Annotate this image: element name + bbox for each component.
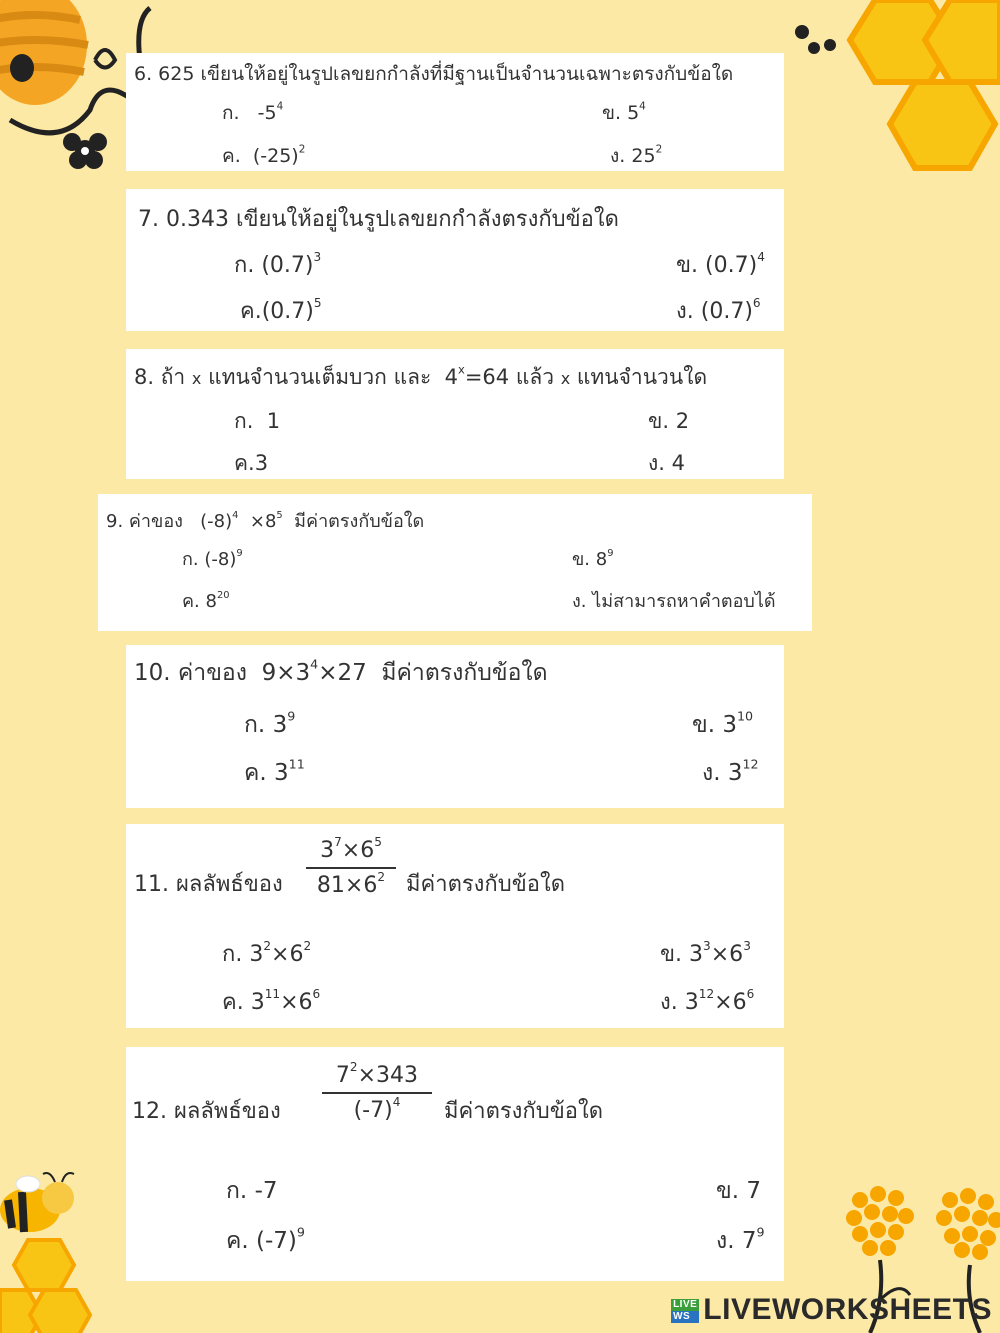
option-c[interactable]: ค. $(-7)^9$	[226, 1224, 305, 1254]
option-b[interactable]: ข. $8^9$	[572, 548, 614, 570]
question-text: 8. ถ้า x แทนจำนวนเต็มบวก และ $4^x=64$ แล้ว x แทนจำนวนใด	[134, 362, 708, 389]
question-card-9	[98, 494, 812, 631]
question-text: 6. 625 เขียนให้อยู่ในรูปเลขยกกำลังที่มีฐานเป็นจำนวนเฉพาะตรงกับข้อใด	[134, 63, 734, 85]
option-a[interactable]: ก. $-5^4$	[222, 100, 284, 124]
option-c[interactable]: ค$.(0.7)^5$	[240, 296, 322, 324]
option-a[interactable]: ก. $3^2\times 6^2$	[222, 939, 312, 967]
option-b[interactable]: ข. 2	[648, 409, 690, 433]
option-c[interactable]: ค. $8^{20}$	[182, 590, 230, 612]
option-b[interactable]: ข. 7	[716, 1178, 761, 1204]
fraction-denominator: $81\times 6^2$	[316, 870, 386, 898]
question-card-7	[126, 189, 784, 331]
fraction-numerator: $3^7\times 6^5$	[320, 835, 382, 863]
option-d[interactable]: ง. $3^{12}$	[702, 756, 759, 786]
question-card-11	[126, 824, 784, 1028]
question-text: 12. ผลลัพธ์ของ	[132, 1099, 281, 1124]
option-a[interactable]: ก. 1	[234, 409, 281, 433]
question-card-6	[126, 53, 784, 171]
option-b[interactable]: ข. $5^4$	[602, 100, 646, 124]
question-card-12	[126, 1047, 784, 1281]
fraction-bar	[322, 1092, 432, 1094]
question-text: 9. ค่าของ $(-8)^4 \times 8^5$ มีค่าตรงกับข้อใด	[106, 510, 425, 532]
option-d[interactable]: ง. $7^9$	[716, 1224, 765, 1254]
liveworksheets-logo[interactable]	[671, 1293, 992, 1327]
option-b[interactable]: ข. $3^3\times 6^3$	[660, 939, 751, 967]
question-suffix: มีค่าตรงกับข้อใด	[406, 872, 565, 897]
brand-text: LIVEWORKSHEETS	[703, 1293, 992, 1326]
question-text: 7. 0.343 เขียนให้อยู่ในรูปเลขยกกำลังตรงกับข้อใด	[138, 207, 619, 232]
option-b[interactable]: ข. $(0.7)^4$	[676, 250, 765, 278]
option-c[interactable]: ค.3	[234, 451, 269, 475]
question-text: 11. ผลลัพธ์ของ	[134, 872, 283, 897]
fraction	[322, 1060, 432, 1123]
option-d[interactable]: ง. ไม่สามารถหาคำตอบได้	[572, 591, 776, 612]
question-suffix: มีค่าตรงกับข้อใด	[444, 1099, 603, 1124]
fraction-bar	[306, 867, 396, 869]
fraction-numerator: $7^2\times 343$	[335, 1060, 419, 1088]
option-d[interactable]: ง. $(0.7)^6$	[676, 296, 761, 324]
option-a[interactable]: ก. $(-8)^9$	[182, 548, 243, 570]
bee-icon	[0, 1170, 120, 1333]
option-b[interactable]: ข. $3^{10}$	[692, 708, 754, 738]
option-a[interactable]: ก. $3^9$	[244, 708, 296, 738]
question-card-8	[126, 349, 784, 479]
option-c[interactable]: ค. $3^{11}$	[244, 756, 305, 786]
option-a[interactable]: ก. $(0.7)^3$	[234, 250, 322, 278]
option-d[interactable]: ง. $3^{12}\times 6^6$	[660, 987, 755, 1015]
option-c[interactable]: ค. $3^{11}\times 6^6$	[222, 987, 321, 1015]
option-a[interactable]: ก. -7	[226, 1178, 278, 1204]
option-d[interactable]: ง. $25^2$	[610, 143, 663, 167]
liveworksheets-badge-icon: LIVE WS	[673, 1299, 698, 1323]
question-text: 10. ค่าของ $9\times 3^4\times 27$ มีค่าตรงกับข้อใด	[134, 656, 548, 686]
question-card-10	[126, 645, 784, 808]
honeycomb-icon	[780, 0, 1000, 180]
option-c[interactable]: ค. $(-25)^2$	[222, 143, 306, 167]
option-d[interactable]: ง. 4	[648, 451, 685, 475]
fraction	[306, 835, 396, 898]
fraction-denominator: $(-7)^4$	[353, 1095, 401, 1123]
